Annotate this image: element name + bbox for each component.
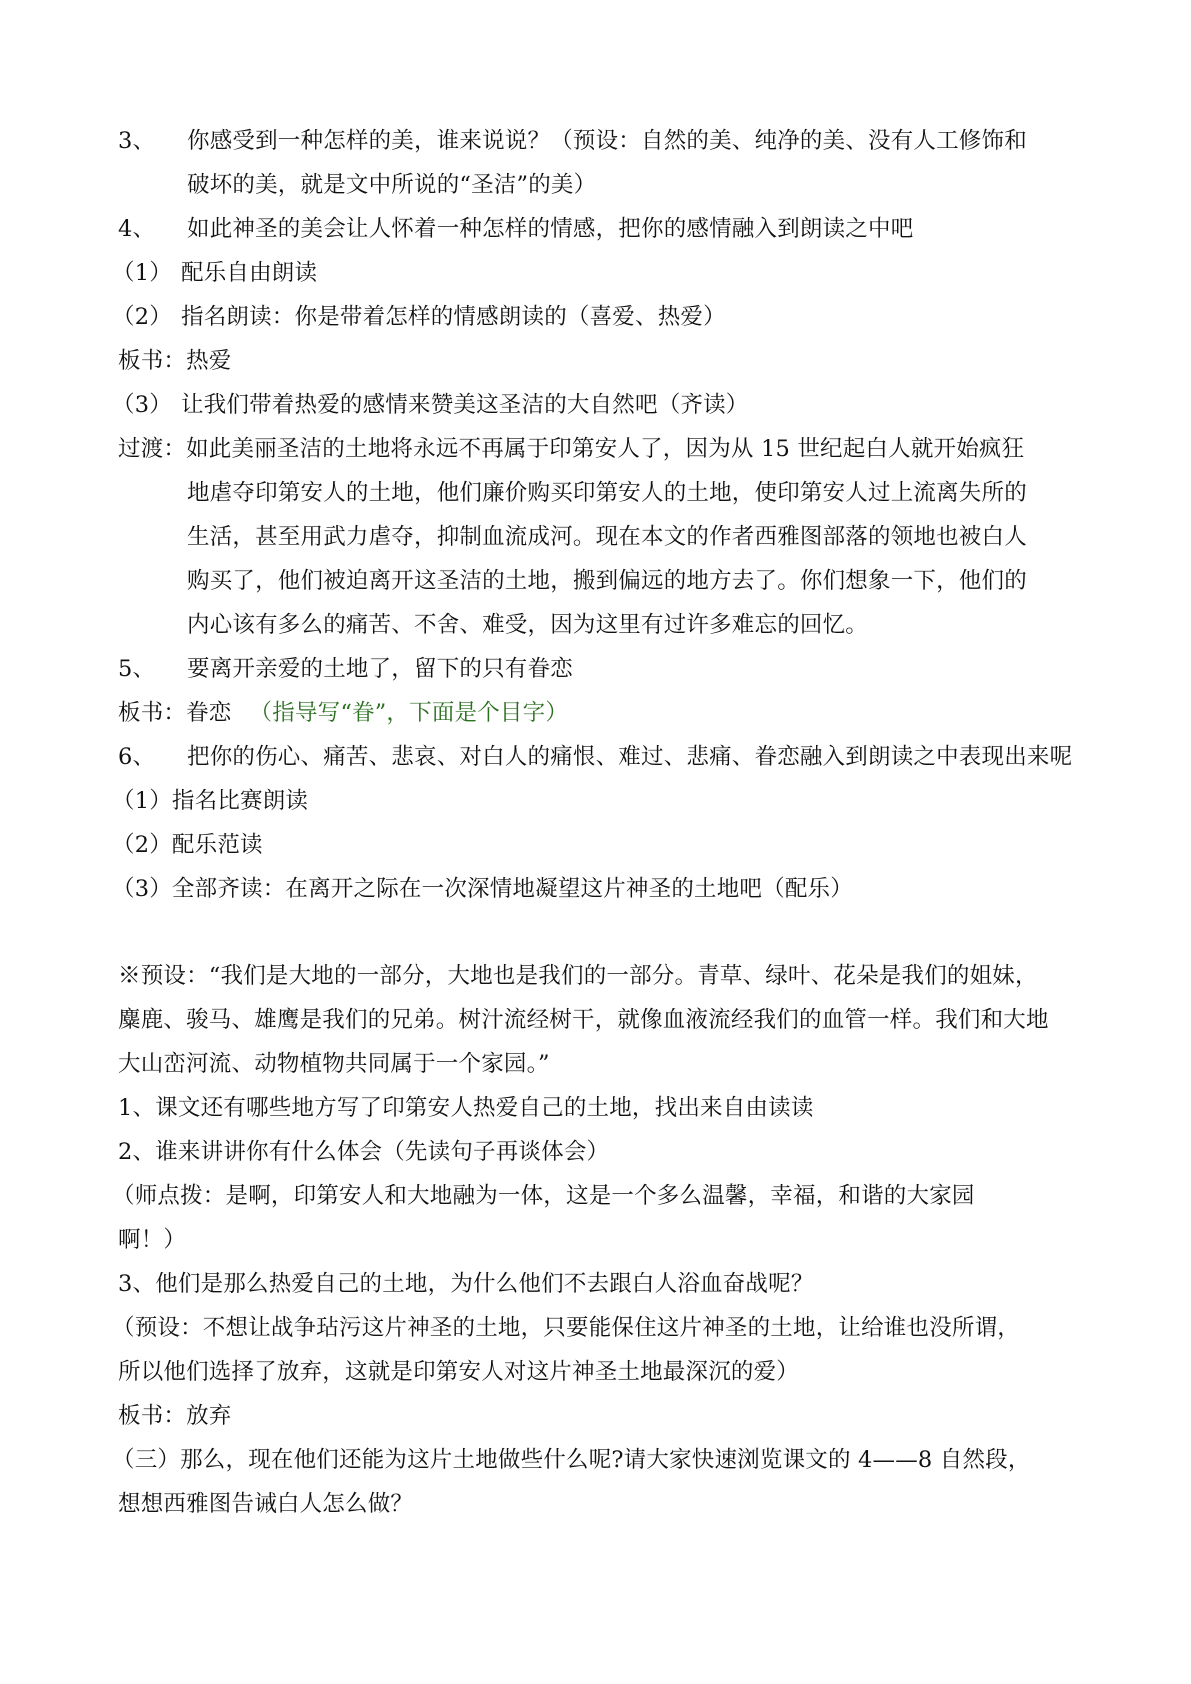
item-number: 6、 <box>118 744 156 770</box>
item-text: 如此神圣的美会让人怀着一种怎样的情感，把你的感情融入到朗读之中吧 <box>187 216 914 242</box>
item-text: 配乐自由朗读 <box>181 260 318 286</box>
teacher-note-line-2 <box>118 1218 1111 1262</box>
preset-quote-line-1 <box>118 954 1111 998</box>
sub-item-3 <box>112 383 1111 427</box>
item-6 <box>118 735 1111 779</box>
transition-paragraph-line-5 <box>118 603 1111 647</box>
transition-paragraph-line-2 <box>118 471 1111 515</box>
item-text: 把你的伤心、痛苦、悲哀、对白人的痛恨、难过、悲痛、眷恋融入到朗读之中表现出来呢 <box>187 744 1073 770</box>
item-text: 3、他们是那么热爱自己的土地，为什么他们不去跟白人浴血奋战呢？ <box>118 1271 814 1297</box>
sub-item-3b <box>112 867 1111 911</box>
question-1 <box>118 1086 1111 1130</box>
sub-item-2b <box>112 823 1111 867</box>
item-text: 想想西雅图告诫白人怎么做？ <box>118 1491 414 1517</box>
section-three-line-2 <box>118 1482 1111 1526</box>
writing-guide-note: （指导写“眷”，下面是个目字） <box>249 700 569 726</box>
item-text: 让我们带着热爱的感情来赞美这圣洁的大自然吧（齐读） <box>181 392 749 418</box>
section-three-line-1 <box>112 1438 1111 1482</box>
item-text: 大山峦河流、动物植物共同属于一个家园。” <box>118 1051 550 1077</box>
item-4 <box>118 207 1111 251</box>
item-text: 板书：热爱 <box>118 348 232 374</box>
item-text: （师点拨：是啊，印第安人和大地融为一体，这是一个多么温馨，幸福，和谐的大家园 <box>112 1183 975 1209</box>
item-text: （1）指名比赛朗读 <box>112 788 309 814</box>
item-text: 2、谁来讲讲你有什么体会（先读句子再谈体会） <box>118 1139 610 1165</box>
item-number: 3、 <box>118 128 156 154</box>
item-text: 所以他们选择了放弃，这就是印第安人对这片神圣土地最深沉的爱） <box>118 1359 800 1385</box>
sub-item-1b <box>112 779 1111 823</box>
item-text: （3）全部齐读：在离开之际在一次深情地凝望这片神圣的土地吧（配乐） <box>112 876 853 902</box>
item-text: 指名朗读：你是带着怎样的情感朗读的（喜爱、热爱） <box>181 304 726 330</box>
item-text: （三）那么，现在他们还能为这片土地做些什么呢?请大家快速浏览课文的 4——8 自然段， <box>112 1447 1031 1473</box>
item-number: 5、 <box>118 656 156 682</box>
board-note-love <box>118 339 1111 383</box>
item-3-continued <box>118 163 1111 207</box>
teacher-note-line-1 <box>112 1174 1111 1218</box>
item-text: 过渡：如此美丽圣洁的土地将永远不再属于印第安人了，因为从 15 世纪起白人就开始疯狂 <box>118 436 1025 462</box>
item-number: （1） <box>112 260 172 286</box>
item-number: （3） <box>112 392 172 418</box>
item-text: 破坏的美，就是文中所说的“圣洁”的美） <box>187 172 597 198</box>
transition-paragraph-line-3 <box>118 515 1111 559</box>
question-3 <box>118 1262 1111 1306</box>
item-text: 板书：放弃 <box>118 1403 232 1429</box>
item-text: 地虐夺印第安人的土地，他们廉价购买印第安人的土地，使印第安人过上流离失所的 <box>187 480 1027 506</box>
item-text: 要离开亲爱的土地了，留下的只有眷恋 <box>187 656 573 682</box>
item-number: （2） <box>112 304 172 330</box>
item-text: 1、课文还有哪些地方写了印第安人热爱自己的土地，找出来自由读读 <box>118 1095 814 1121</box>
item-text: （2）配乐范读 <box>112 832 263 858</box>
item-text: 你感受到一种怎样的美，谁来说说？（预设：自然的美、纯净的美、没有人工修饰和 <box>187 128 1027 154</box>
item-text: 生活，甚至用武力虐夺，抑制血流成河。现在本文的作者西雅图部落的领地也被白人 <box>187 524 1027 550</box>
item-text: 啊！） <box>118 1227 187 1253</box>
item-text: 内心该有多么的痛苦、不舍、难受，因为这里有过许多难忘的回忆。 <box>187 612 869 638</box>
item-text: 板书：眷恋 <box>118 700 232 726</box>
sub-item-2 <box>112 295 1111 339</box>
transition-paragraph-line-4 <box>118 559 1111 603</box>
item-text: （预设：不想让战争玷污这片神圣的土地，只要能保住这片神圣的土地，让给谁也没所谓， <box>112 1315 1021 1341</box>
preset-answer-line-2 <box>118 1350 1111 1394</box>
item-3 <box>118 119 1111 163</box>
item-5 <box>118 647 1111 691</box>
transition-paragraph-line-1 <box>118 427 1111 471</box>
item-number: 4、 <box>118 216 156 242</box>
item-text: 购买了，他们被迫离开这圣洁的土地，搬到偏远的地方去了。你们想象一下，他们的 <box>187 568 1027 594</box>
sub-item-1 <box>112 251 1111 295</box>
item-text: ※预设：“我们是大地的一部分，大地也是我们的一部分。青草、绿叶、花朵是我们的姐妹， <box>118 963 1038 989</box>
paragraph-gap <box>118 911 1111 954</box>
preset-quote-line-2 <box>118 998 1111 1042</box>
question-2 <box>118 1130 1111 1174</box>
board-note-give-up <box>118 1394 1111 1438</box>
board-note-attachment <box>118 691 1111 735</box>
item-text: 麋鹿、骏马、雄鹰是我们的兄弟。树汁流经树干，就像血液流经我们的血管一样。我们和大地 <box>118 1007 1049 1033</box>
preset-answer-line-1 <box>112 1306 1111 1350</box>
preset-quote-line-3 <box>118 1042 1111 1086</box>
